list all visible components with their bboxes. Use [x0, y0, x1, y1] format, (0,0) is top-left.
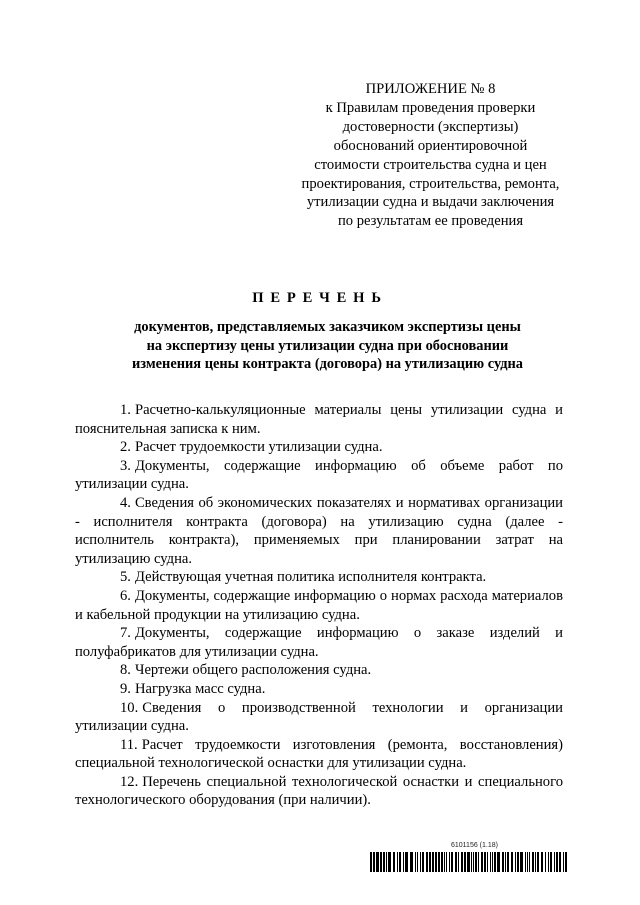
barcode-bar: [475, 852, 477, 872]
list-item: [75, 587, 563, 624]
barcode-bar: [548, 852, 549, 872]
list-item-text: Документы, содержащие информацию о заказе изделий и полуфабрикатов для утилизации судна.: [75, 625, 563, 660]
document-title: ПЕРЕЧЕНЬ: [252, 290, 388, 306]
barcode-bar: [532, 852, 534, 872]
list-item-number: 8.: [120, 662, 131, 679]
list-item-text: Перечень специальной технологической оснастки и специального технологического оборудования (при наличии).: [75, 773, 563, 809]
document-list: [75, 401, 563, 810]
barcode-bar: [511, 852, 513, 872]
barcode-bar: [507, 852, 509, 872]
barcode-bar: [563, 852, 564, 872]
list-item-text: Чертежи общего расположения судна.: [134, 662, 372, 679]
barcode-image: [370, 852, 570, 872]
appendix-header: [288, 80, 573, 231]
barcode-bar: [449, 852, 450, 872]
barcode-bar: [370, 852, 372, 872]
barcode-bar: [461, 852, 463, 872]
list-item: [75, 624, 563, 661]
list-item-number: 7.: [120, 625, 131, 642]
barcode-bar: [487, 852, 488, 872]
barcode-bar: [535, 852, 536, 872]
barcode-bar: [541, 852, 543, 872]
barcode-bar: [505, 852, 506, 872]
barcode-bar: [438, 852, 440, 872]
appendix-line: к Правилам проведения проверки: [325, 99, 536, 116]
barcode-bar: [455, 852, 457, 872]
document-code: 6101156 (1.18): [451, 842, 498, 849]
barcode-bar: [529, 852, 530, 872]
list-item: [75, 457, 563, 494]
list-item-text: Расчетно-калькуляционные материалы цены утилизации судна и пояснительная записка к ним.: [75, 402, 563, 437]
barcode-bar: [388, 852, 391, 872]
list-item-text: Действующая учетная политика исполнителя контракта.: [134, 569, 487, 586]
list-item-text: Расчет трудоемкости утилизации судна.: [134, 439, 383, 456]
barcode-bar: [497, 852, 500, 872]
barcode-bar: [373, 852, 375, 872]
subtitle-line: документов, представляемых заказчиком экспертизы цены: [134, 319, 521, 335]
list-item-text: Сведения о производственной технологии и организации утилизации судна.: [75, 699, 563, 735]
barcode-bar: [471, 852, 472, 872]
list-item: [75, 699, 563, 736]
list-item-number: 11.: [120, 736, 138, 753]
appendix-line: достоверности (экспертизы): [342, 118, 519, 135]
barcode-bar: [444, 852, 445, 872]
list-item-number: 12.: [120, 773, 139, 790]
barcode-bar: [502, 852, 504, 872]
appendix-line: проектирования, строительства, ремонта,: [301, 175, 560, 192]
list-item-number: 5.: [120, 569, 131, 586]
barcode-bar: [399, 852, 401, 872]
barcode-bar: [473, 852, 474, 872]
list-item: [75, 494, 563, 568]
list-item: [75, 661, 563, 680]
subtitle-line: изменения цены контракта (договора) на утилизацию судна: [131, 356, 524, 373]
list-item: [75, 680, 563, 699]
barcode-bar: [527, 852, 528, 872]
barcode-bar: [429, 852, 431, 872]
barcode-bar: [559, 852, 561, 872]
list-item-number: 4.: [120, 494, 131, 511]
list-item-number: 2.: [120, 439, 131, 456]
barcode-bar: [478, 852, 479, 872]
appendix-line: по результатам ее проведения: [337, 213, 524, 230]
barcode-bar: [405, 852, 408, 872]
list-item-number: 1.: [120, 402, 131, 418]
list-item-text: Документы, содержащие информацию об объеме работ по утилизации судна.: [75, 457, 563, 493]
barcode-bar: [386, 852, 387, 872]
barcode-bar: [383, 852, 385, 872]
barcode-bar: [490, 852, 491, 872]
barcode-bar: [376, 852, 379, 872]
barcode-bar: [484, 852, 486, 872]
barcode-bar: [481, 852, 483, 872]
barcode-bar: [432, 852, 434, 872]
appendix-line: стоимости строительства судна и цен: [314, 156, 547, 173]
barcode-bar: [422, 852, 424, 872]
barcode-bar: [545, 852, 546, 872]
barcode-bar: [554, 852, 555, 872]
barcode-bar: [380, 852, 382, 872]
barcode-bar: [426, 852, 428, 872]
barcode-bar: [393, 852, 395, 872]
appendix-line: утилизации судна и выдачи заключения: [306, 194, 555, 211]
subtitle-line: на экспертизу цены утилизации судна при обосновании: [146, 337, 509, 354]
barcode-bar: [565, 852, 567, 872]
list-item: [75, 438, 563, 457]
list-item-number: 10.: [120, 699, 139, 716]
barcode-bar: [550, 852, 552, 872]
barcode-bar: [525, 852, 526, 872]
barcode-bar: [417, 852, 418, 872]
barcode-bar: [441, 852, 443, 872]
list-item: [75, 568, 563, 587]
list-item-text: Нагрузка масс судна.: [134, 680, 266, 697]
barcode-bar: [556, 852, 558, 872]
list-item-text: Расчет трудоемкости изготовления (ремонта, восстановления) специальной технологической оснастки для утилизации судна.: [75, 736, 563, 772]
list-item-number: 3.: [120, 457, 131, 474]
list-item-text: Сведения об экономических показателях и нормативах организации - исполнителя контракта (договора) на утилизацию судна (далее - исполнитель контракта), применяемых при планировании затрат на утилизацию судна.: [75, 494, 563, 567]
document-subtitle: [90, 318, 565, 374]
barcode-bar: [410, 852, 413, 872]
barcode-bar: [492, 852, 493, 872]
list-item: [75, 401, 563, 438]
barcode-bar: [467, 852, 470, 872]
appendix-title: ПРИЛОЖЕНИЕ № 8: [365, 81, 496, 97]
barcode-bar: [464, 852, 466, 872]
list-item-number: 6.: [120, 587, 131, 604]
barcode-bar: [415, 852, 416, 872]
barcode-bar: [397, 852, 398, 872]
barcode-bar: [446, 852, 447, 872]
barcode-bar: [494, 852, 496, 872]
list-item: [75, 773, 563, 810]
list-item-number: 9.: [120, 680, 131, 697]
barcode-bar: [420, 852, 421, 872]
list-item: [75, 736, 563, 773]
barcode-bar: [435, 852, 437, 872]
list-item-text: Документы, содержащие информацию о нормах расхода материалов и кабельной продукции на утилизацию судна.: [75, 587, 563, 623]
barcode-bar: [515, 852, 516, 872]
barcode-bar: [451, 852, 453, 872]
appendix-line: обоснований ориентировочной: [333, 137, 528, 154]
barcode-bar: [520, 852, 523, 872]
barcode-bar: [403, 852, 404, 872]
barcode-bar: [458, 852, 459, 872]
barcode-bar: [517, 852, 519, 872]
barcode-bar: [537, 852, 539, 872]
